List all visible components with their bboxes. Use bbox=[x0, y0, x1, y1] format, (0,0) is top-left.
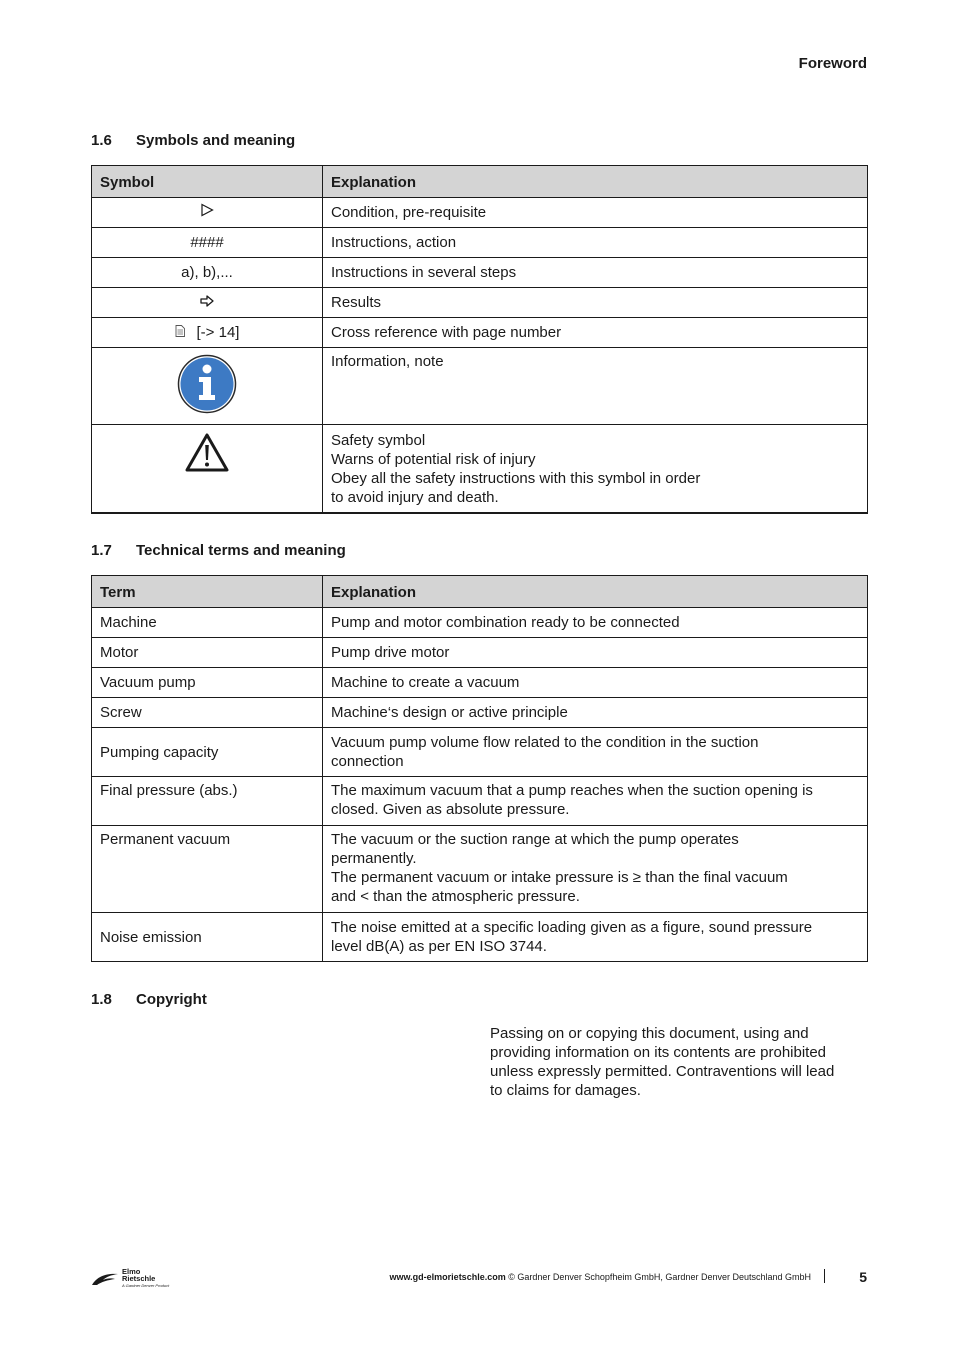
brand-name bbox=[122, 1268, 169, 1289]
column-header: Term bbox=[92, 576, 323, 608]
paragraph-line: unless expressly permitted. Contraventions will lead bbox=[490, 1063, 835, 1080]
cross-reference-text: [-> 14] bbox=[196, 324, 240, 341]
brand-line: Rietschle bbox=[122, 1274, 156, 1283]
swoosh-logo-icon bbox=[91, 1272, 119, 1286]
term-cell: Pumping capacity bbox=[92, 728, 323, 777]
footer-copyright: © Gardner Denver Schopfheim GmbH, Gardner Denver Deutschland GmbH bbox=[508, 1272, 811, 1282]
explanation-cell bbox=[323, 826, 868, 913]
explanation-line: permanently. bbox=[331, 850, 417, 867]
table-row bbox=[92, 348, 868, 425]
table-header-row bbox=[92, 576, 868, 608]
running-header: Foreword bbox=[798, 55, 867, 72]
table-row bbox=[92, 318, 868, 348]
explanation-line: The maximum vacuum that a pump reaches when the suction opening is bbox=[331, 782, 813, 799]
section-heading-copyright bbox=[91, 991, 207, 1008]
symbol-cell bbox=[92, 288, 323, 318]
term-cell: Screw bbox=[92, 698, 323, 728]
term-cell: Machine bbox=[92, 608, 323, 638]
column-header: Explanation bbox=[323, 166, 868, 198]
explanation-cell: Results bbox=[323, 288, 868, 318]
table-row bbox=[92, 826, 868, 913]
paragraph-line: Passing on or copying this document, using and bbox=[490, 1025, 809, 1042]
section-number: 1.7 bbox=[91, 542, 112, 559]
table-row bbox=[92, 638, 868, 668]
explanation-cell bbox=[323, 777, 868, 826]
symbol-cell bbox=[92, 198, 323, 228]
table-row bbox=[92, 258, 868, 288]
explanation-line: and < than the atmospheric pressure. bbox=[331, 888, 580, 905]
table-row bbox=[92, 425, 868, 513]
table-header-row bbox=[92, 166, 868, 198]
section-title: Technical terms and meaning bbox=[136, 542, 346, 559]
brand-line: Elmo bbox=[122, 1267, 141, 1276]
explanation-line: Obey all the safety instructions with this symbol in order bbox=[331, 470, 701, 487]
document-icon bbox=[175, 325, 185, 337]
explanation-line: The permanent vacuum or intake pressure is ≥ than the final vacuum bbox=[331, 869, 788, 886]
explanation-cell bbox=[323, 425, 868, 513]
section-heading-symbols bbox=[91, 132, 295, 149]
brand-logo bbox=[91, 1268, 169, 1289]
info-icon bbox=[177, 354, 237, 414]
table-row bbox=[92, 668, 868, 698]
table-row bbox=[92, 198, 868, 228]
explanation-line: level dB(A) as per EN ISO 3744. bbox=[331, 938, 547, 955]
explanation-line: Warns of potential risk of injury bbox=[331, 451, 536, 468]
symbol-cell bbox=[92, 348, 323, 425]
section-title: Symbols and meaning bbox=[136, 132, 296, 149]
section-title: Copyright bbox=[136, 991, 207, 1008]
symbol-cell bbox=[92, 425, 323, 513]
symbols-table bbox=[91, 165, 868, 514]
explanation-cell: Machine to create a vacuum bbox=[323, 668, 868, 698]
table-row bbox=[92, 698, 868, 728]
term-cell: Permanent vacuum bbox=[92, 826, 323, 913]
term-cell: Noise emission bbox=[92, 913, 323, 962]
explanation-cell bbox=[323, 913, 868, 962]
copyright-paragraph bbox=[490, 1024, 870, 1100]
paragraph-line: to claims for damages. bbox=[490, 1082, 641, 1099]
explanation-cell: Machine‘s design or active principle bbox=[323, 698, 868, 728]
explanation-line: closed. Given as absolute pressure. bbox=[331, 801, 570, 818]
explanation-line: to avoid injury and death. bbox=[331, 489, 499, 506]
symbol-cell bbox=[92, 318, 323, 348]
explanation-cell: Condition, pre-requisite bbox=[323, 198, 868, 228]
website-link[interactable]: www.gd-elmorietschle.com bbox=[389, 1272, 506, 1282]
warning-icon bbox=[185, 433, 229, 472]
symbol-cell: a), b),... bbox=[92, 258, 323, 288]
page-number: 5 bbox=[859, 1269, 867, 1285]
explanation-cell: Information, note bbox=[323, 348, 868, 425]
brand-tagline: A Gardner Denver Product bbox=[122, 1283, 170, 1288]
term-cell: Final pressure (abs.) bbox=[92, 777, 323, 826]
footer-divider bbox=[824, 1269, 825, 1283]
result-arrow-icon bbox=[200, 295, 214, 307]
explanation-cell bbox=[323, 728, 868, 777]
explanation-cell: Cross reference with page number bbox=[323, 318, 868, 348]
section-number: 1.8 bbox=[91, 991, 112, 1008]
table-row bbox=[92, 728, 868, 777]
paragraph-line: providing information on its contents are prohibited bbox=[490, 1044, 827, 1061]
table-row bbox=[92, 777, 868, 826]
term-cell: Vacuum pump bbox=[92, 668, 323, 698]
triangle-right-icon bbox=[200, 203, 214, 217]
footer-credits bbox=[390, 1272, 811, 1282]
explanation-cell: Pump and motor combination ready to be connected bbox=[323, 608, 868, 638]
table-row bbox=[92, 288, 868, 318]
table-row bbox=[92, 913, 868, 962]
explanation-line: Safety symbol bbox=[331, 432, 426, 449]
explanation-line: The noise emitted at a specific loading given as a figure, sound pressure bbox=[331, 919, 813, 936]
column-header: Symbol bbox=[92, 166, 323, 198]
term-cell: Motor bbox=[92, 638, 323, 668]
explanation-line: connection bbox=[331, 753, 404, 770]
explanation-cell: Instructions in several steps bbox=[323, 258, 868, 288]
table-row bbox=[92, 608, 868, 638]
terms-table bbox=[91, 575, 868, 962]
section-number: 1.6 bbox=[91, 132, 112, 149]
column-header: Explanation bbox=[323, 576, 868, 608]
symbol-cell: #### bbox=[92, 228, 323, 258]
explanation-line: Vacuum pump volume flow related to the condition in the suction bbox=[331, 734, 759, 751]
explanation-cell: Instructions, action bbox=[323, 228, 868, 258]
explanation-line: The vacuum or the suction range at which the pump operates bbox=[331, 831, 739, 848]
section-heading-terms bbox=[91, 542, 346, 559]
table-row bbox=[92, 228, 868, 258]
explanation-cell: Pump drive motor bbox=[323, 638, 868, 668]
